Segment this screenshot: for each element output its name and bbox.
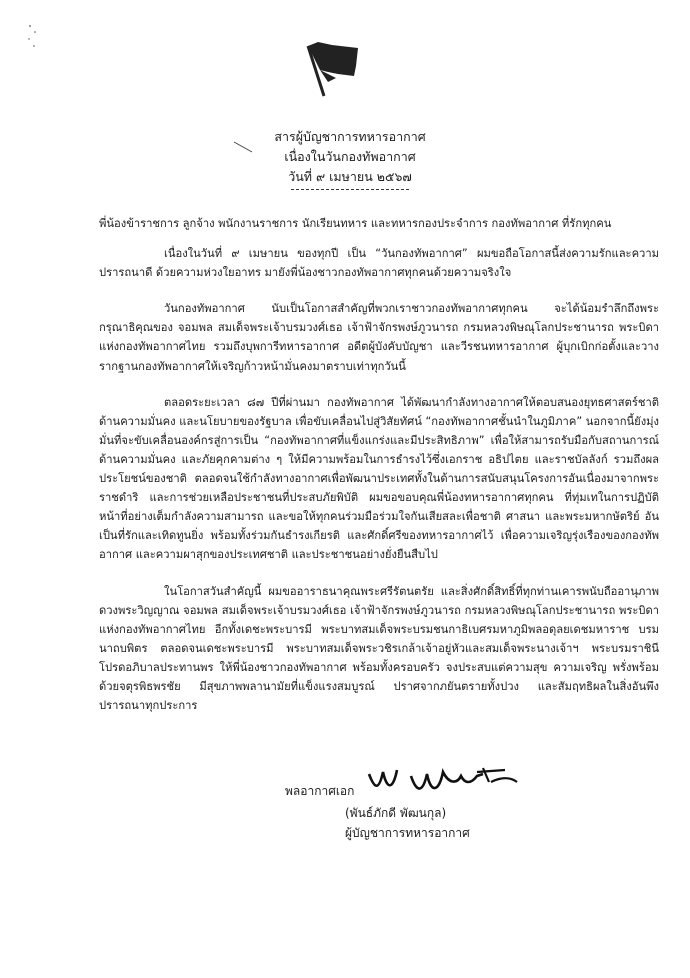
flag-icon <box>298 36 368 106</box>
handwritten-signature <box>365 760 545 802</box>
letter-header <box>200 127 500 190</box>
pen-tick-mark <box>232 140 256 154</box>
paragraph-4: ในโอกาสวันสำคัญนี้ ผมขออาราธนาคุณพระศรีรัตนตรัย และสิ่งศักดิ์สิทธิ์ที่ทุกท่านเคารพนับถืออานุภาพดวงพระวิญญาณ จอมพล สมเด็จพระเจ้าบรมวงศ์เธอ เจ้าฟ้าจักรพงษ์ภูวนารถ กรมหลวงพิษณุโลกประชานารถ พระบิดาแห่งกองทัพอากาศไทย อีกทั้งเดชะพระบารมี พระบาทสมเด็จพระบรมชนกาธิเบศรมหาภูมิพลอดุลยเดชมหาราช บรมนาถบพิตร ตลอดจนเดชะพระบารมี พระบาทสมเด็จพระวชิรเกล้าเจ้าอยู่หัวและสมเด็จพระนางเจ้าฯ พระบรมราชินี โปรดอภิบาลประทานพร ให้พี่น้องชาวกองทัพอากาศ พร้อมทั้งครอบครัว จงประสบแต่ความสุข ความเจริญ พรั่งพร้อมด้วยจตุรพิธพรชัย มีสุขภาพพลานามัยที่แข็งแรงสมบูรณ์ ปราศจากภยันตรายทั้งปวง และสัมฤทธิผลในสิ่งอันพึงปรารถนาทุกประการ <box>99 584 659 713</box>
header-divider <box>291 189 409 190</box>
paragraph-2: วันกองทัพอากาศ นับเป็นโอกาสสำคัญที่พวกเราชาวกองทัพอากาศทุกคน จะได้น้อมรำลึกถึงพระกรุณาธิคุณของ จอมพล สมเด็จพระเจ้าบรมวงศ์เธอ เจ้าฟ้าจักรพงษ์ภูวนารถ กรมหลวงพิษณุโลกประชานารถ พระบิดาแห่งกองทัพอากาศไทย รวมถึงบุพการีทหารอากาศ อดีตผู้บังคับบัญชา และวีรชนทหารอากาศ ผู้บุกเบิกก่อตั้งและวางรากฐานกองทัพอากาศให้เจริญก้าวหน้ามั่นคงมาตราบเท่าทุกวันนี้ <box>99 302 659 373</box>
header-title: สารผู้บัญชาการทหารอากาศ <box>274 129 426 144</box>
header-date: วันที่ ๙ เมษายน ๒๕๖๗ <box>288 169 412 184</box>
paragraph-3: ตลอดระยะเวลา ๘๗ ปีที่ผ่านมา กองทัพอากาศ ได้พัฒนากำลังทางอากาศให้ตอบสนองยุทธศาสตร์ชาติด้านความมั่นคง และนโยบายของรัฐบาล เพื่อขับเคลื่อนไปสู่วิสัยทัศน์ “กองทัพอากาศชั้นนำในภูมิภาค” นอกจากนี้ยังมุ่งมั่นที่จะขับเคลื่อนองค์กรสู่การเป็น “กองทัพอากาศที่แข็งแกร่งและมีประสิทธิภาพ” เพื่อให้สามารถรับมือกับสถานการณ์ด้านความมั่นคง และภัยคุกคามต่าง ๆ ให้มีความพร้อมในการธำรงไว้ซึ่งเอกราช อธิปไตย และราชบัลลังก์ รวมถึงผลประโยชน์ของชาติ ตลอดจนใช้กำลังทางอากาศเพื่อพัฒนาประเทศทั้งในด้านการสนับสนุนโครงการอันเนื่องมาจากพระราชดำริ และการช่วยเหลือประชาชนที่ประสบภัยพิบัติ ผมขอขอบคุณพี่น้องทหารอากาศทุกคน ที่ทุ่มเทในการปฏิบัติหน้าที่อย่างเต็มกำลังความสามารถ และขอให้ทุกคนร่วมมือร่วมใจกันเสียสละเพื่อชาติ ศาสนา และพระมหากษัตริย์ อันเป็นที่รักและเทิดทูนยิ่ง พร้อมทั้งร่วมกันธำรงเกียรติ และศักดิ์ศรีของทหารอากาศไว้ เพื่อความเจริญรุ่งเรืองของกองทัพอากาศ และความผาสุกของประเทศชาติ และประชาชนอย่างยั่งยืนสืบไป <box>99 395 659 562</box>
signatory-position: ผู้บัญชาการทหารอากาศ <box>345 826 470 840</box>
paragraph-1: เนื่องในวันที่ ๙ เมษายน ของทุกปี เป็น “วันกองทัพอากาศ” ผมขอถือโอกาสนี้ส่งความรักและความปรารถนาดี ด้วยความห่วงใยอาทร มายังพี่น้องชาวกองทัพอากาศทุกคนด้วยความจริงใจ <box>99 247 659 280</box>
salutation: พี่น้องข้าราชการ ลูกจ้าง พนักงานราชการ นักเรียนทหาร และทหารกองประจำการ กองทัพอากาศ ที่รักทุกคน <box>99 217 612 230</box>
header-occasion: เนื่องในวันกองทัพอากาศ <box>284 149 416 164</box>
signatory-rank: พลอากาศเอก <box>285 784 355 798</box>
letter-body <box>99 214 659 715</box>
signatory-name: (พันธ์ภักดี พัฒนกุล) <box>345 806 447 820</box>
scan-speck-mark <box>26 22 40 52</box>
